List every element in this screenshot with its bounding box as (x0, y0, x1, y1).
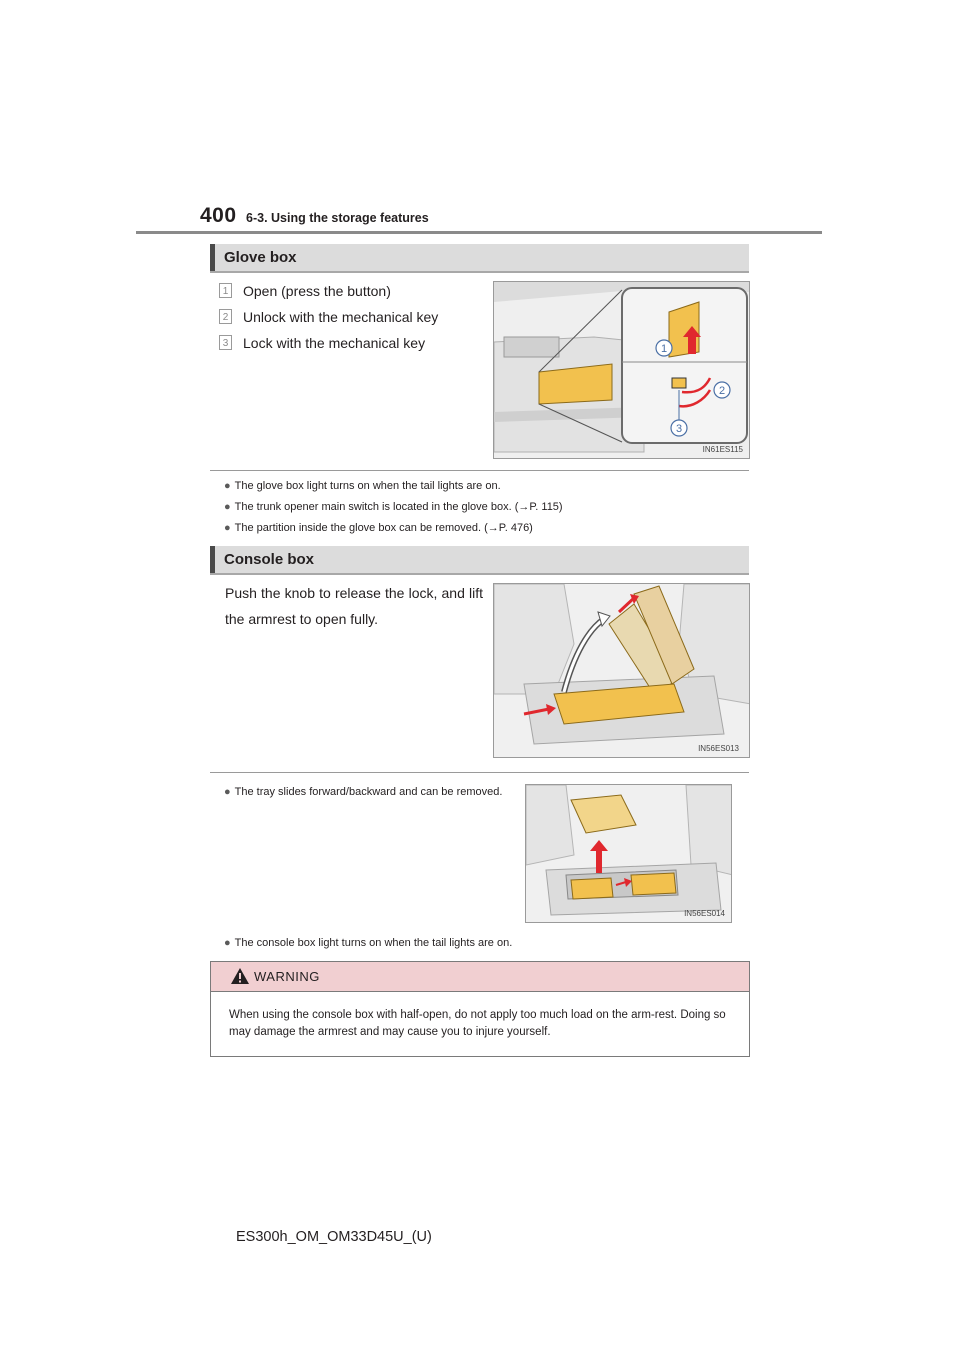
warning-header (211, 962, 749, 992)
note-item (224, 522, 533, 534)
warning-icon (231, 968, 249, 984)
divider (210, 470, 749, 471)
bullet-icon: ● (224, 480, 231, 492)
warning-text: When using the console box with half-open, do not apply too much load on the arm-rest. Doing so may damage the armrest and may cause you to injure yourself. (229, 1009, 726, 1038)
step-number-3: 3 (219, 335, 232, 350)
step-text-2: Unlock with the mechanical key (243, 309, 439, 325)
bullet-icon: ● (224, 522, 231, 534)
step-text-3: Lock with the mechanical key (243, 335, 426, 351)
console-box-title: Console box (224, 551, 315, 568)
step-number-2: 2 (219, 309, 232, 324)
glove-box-illustration (494, 282, 750, 459)
console-box-figure (493, 583, 750, 758)
divider (210, 772, 749, 773)
console-light-note-text: The console box light turns on when the tail lights are on. (234, 937, 513, 949)
note-text: The glove box light turns on when the tail lights are on. (234, 480, 501, 492)
console-box-heading (210, 546, 749, 575)
console-box-instructions: Push the knob to release the lock, and lift the armrest to open fully. (225, 585, 483, 627)
heading-bar (210, 244, 215, 271)
bullet-icon: ● (224, 786, 231, 798)
step-text-1: Open (press the button) (243, 283, 391, 299)
callout-2: 2 (718, 385, 726, 397)
document-id: ES300h_OM_OM33D45U_(U) (236, 1229, 432, 1245)
bullet-icon: ● (224, 501, 231, 513)
note-text: The trunk opener main switch is located in the glove box. (→P. 115) (234, 501, 563, 513)
glove-box-figure-code: IN61ES115 (702, 445, 743, 454)
bullet-icon: ● (224, 937, 231, 949)
glove-box-title: Glove box (224, 249, 297, 266)
heading-bar (210, 546, 215, 573)
tray-figure (525, 784, 732, 923)
callout-3: 3 (675, 423, 683, 435)
note-item (224, 480, 501, 492)
glove-box-figure (493, 281, 750, 459)
note-item (224, 501, 563, 513)
glove-box-heading (210, 244, 749, 273)
tray-note-text: The tray slides forward/backward and can be removed. (234, 786, 503, 798)
note-text: The partition inside the glove box can be removed. (→P. 476) (234, 522, 533, 534)
console-box-figure-code: IN56ES013 (698, 744, 739, 753)
running-header: 6-3. Using the storage features (246, 211, 429, 225)
step-number-1: 1 (219, 283, 232, 298)
header-rule (136, 231, 822, 234)
tray-figure-code: IN56ES014 (684, 909, 725, 918)
tray-note (224, 785, 514, 799)
tray-illustration (526, 785, 732, 923)
page-number: 400 (200, 204, 237, 227)
console-light-note (224, 937, 512, 949)
warning-box (210, 961, 750, 1057)
callout-1: 1 (660, 343, 668, 355)
console-box-illustration (494, 584, 750, 758)
warning-label: WARNING (254, 969, 320, 984)
